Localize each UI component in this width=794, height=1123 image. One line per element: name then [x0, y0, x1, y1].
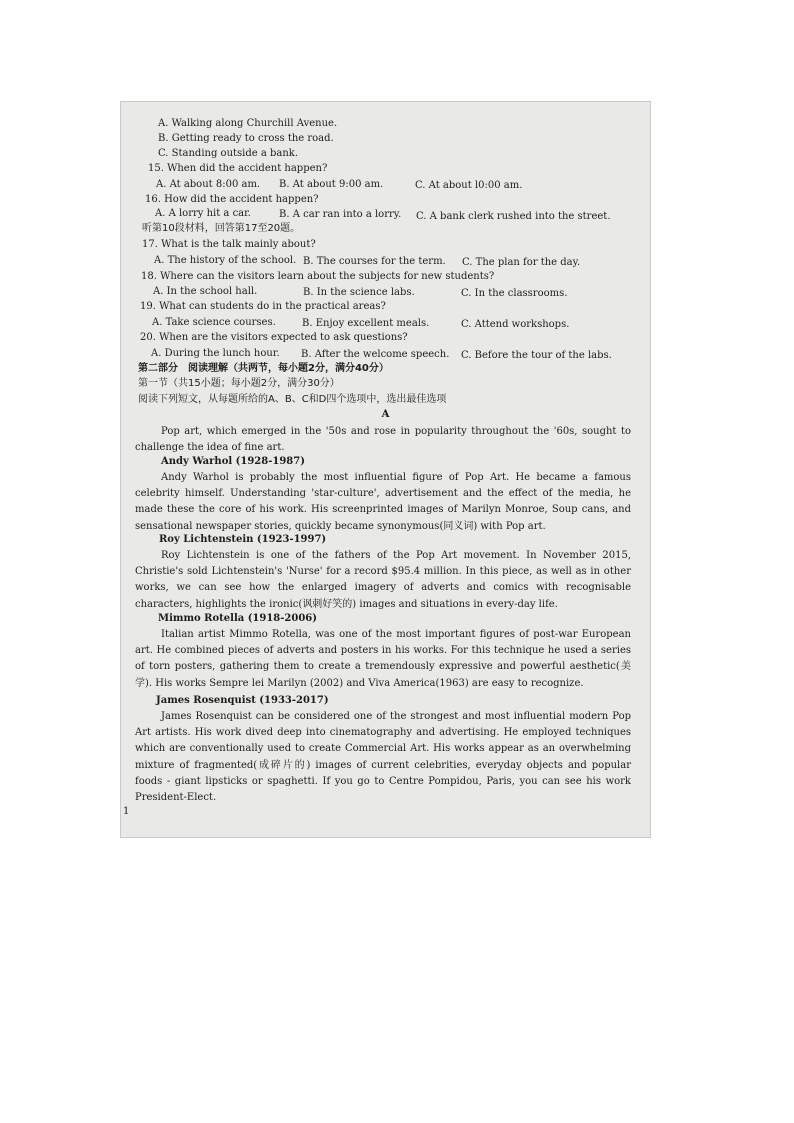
q16-stem: 16. How did the accident happen? — [145, 194, 319, 205]
q18-option-b: B. In the science labs. — [303, 287, 415, 298]
q20-stem: 20. When are the visitors expected to ask questions? — [140, 332, 408, 343]
passage-intro: Pop art, which emerged in the '50s and rose in popularity throughout the '60s, sought to challenge the idea of fine art. — [135, 426, 631, 454]
q18-stem: 18. Where can the visitors learn about the subjects for new students? — [141, 271, 495, 282]
q17-option-b: B. The courses for the term. — [303, 256, 446, 267]
instruction-17-20: 听第10段材料，回答第17至20题。 — [142, 223, 301, 234]
q18-option-c: C. In the classrooms. — [461, 288, 568, 299]
q15-stem: 15. When did the accident happen? — [148, 163, 328, 174]
q17-option-c: C. The plan for the day. — [462, 257, 581, 268]
q14-option-a: A. Walking along Churchill Avenue. — [158, 118, 338, 129]
q15-option-b: B. At about 9:00 am. — [279, 179, 384, 190]
passage-label: A — [381, 409, 390, 420]
q16-option-c: C. A bank clerk rushed into the street. — [416, 211, 611, 222]
q15-option-c: C. At about l0:00 am. — [415, 180, 523, 191]
q17-stem: 17. What is the talk mainly about? — [142, 239, 316, 250]
q20-option-a: A. During the lunch hour. — [151, 348, 280, 359]
part-two-title: 第二部分 阅读理解（共两节，每小题2分，满分40分） — [138, 363, 389, 374]
reading-instruction: 阅读下列短文，从每题所给的A、B、C和D四个选项中，选出最佳选项 — [138, 394, 447, 405]
q20-option-c: C. Before the tour of the labs. — [461, 350, 612, 361]
text-roy-lichtenstein: Roy Lichtenstein is one of the fathers of the Pop Art movement. In November 2015, Christie's sold Lichtenstein's 'Nurse' for a record $95.4 million. In this piece, as well as in other works, we can see how the enlarged imagery of adverts and comics with recognisable characters, highlights the ironic(讽刺好笑的) images and situations in every-day life. — [135, 550, 631, 610]
heading-james-rosenquist: James Rosenquist (1933-2017) — [156, 695, 329, 706]
section-one-title: 第一节（共15小题；每小题2分，满分30分） — [138, 378, 340, 389]
page-number: 1 — [123, 806, 130, 817]
text-andy-warhol: Andy Warhol is probably the most influential figure of Pop Art. He became a famous celebrity himself. Understanding 'star-culture', advertisement and the effect of the media, he made these the core of his work. His screenprinted images of Marilyn Monroe, Soup cans, and sensational newspaper stories, quickly became synonymous(同义词) with Pop art. — [135, 472, 631, 532]
q19-option-b: B. Enjoy excellent meals. — [302, 318, 430, 329]
q14-option-c: C. Standing outside a bank. — [158, 148, 299, 159]
heading-mimmo-rotella: Mimmo Rotella (1918-2006) — [158, 613, 317, 624]
q19-option-c: C. Attend workshops. — [461, 319, 570, 330]
q15-option-a: A. At about 8:00 am. — [156, 179, 261, 190]
q19-option-a: A. Take science courses. — [152, 317, 276, 328]
heading-andy-warhol: Andy Warhol (1928-1987) — [161, 456, 305, 467]
q18-option-a: A. In the school hall. — [153, 286, 258, 297]
q20-option-b: B. After the welcome speech. — [301, 349, 450, 360]
q16-option-b: B. A car ran into a lorry. — [279, 209, 402, 220]
scanned-exam-page — [120, 101, 651, 838]
q16-option-a: A. A lorry hit a car. — [155, 208, 251, 219]
heading-roy-lichtenstein: Roy Lichtenstein (1923-1997) — [159, 534, 327, 545]
q19-stem: 19. What can students do in the practical areas? — [140, 301, 386, 312]
q17-option-a: A. The history of the school. — [154, 255, 297, 266]
text-mimmo-rotella: Italian artist Mimmo Rotella, was one of the most important figures of post-war European art. He combined pieces of adverts and posters in his works. For this technique he used a series of torn posters, gathering them to create a tremendously expressive and powerful aesthetic(美学). His works Sempre lei Marilyn (2002) and Viva America(1963) are easy to recognize. — [135, 629, 631, 689]
text-james-rosenquist: James Rosenquist can be considered one of the strongest and most influential modern Pop Art artists. His work dived deep into cinematography and advertising. He employed techniques which are conventionally used to create Commercial Art. His works appear as an overwhelming mixture of fragmented(成碎片的) images of current celebrities, everyday objects and popular foods - giant lipsticks or spaghetti. If you go to Centre Pompidou, Paris, you can see his work President-Elect. — [135, 711, 631, 804]
q14-option-b: B. Getting ready to cross the road. — [158, 133, 334, 144]
